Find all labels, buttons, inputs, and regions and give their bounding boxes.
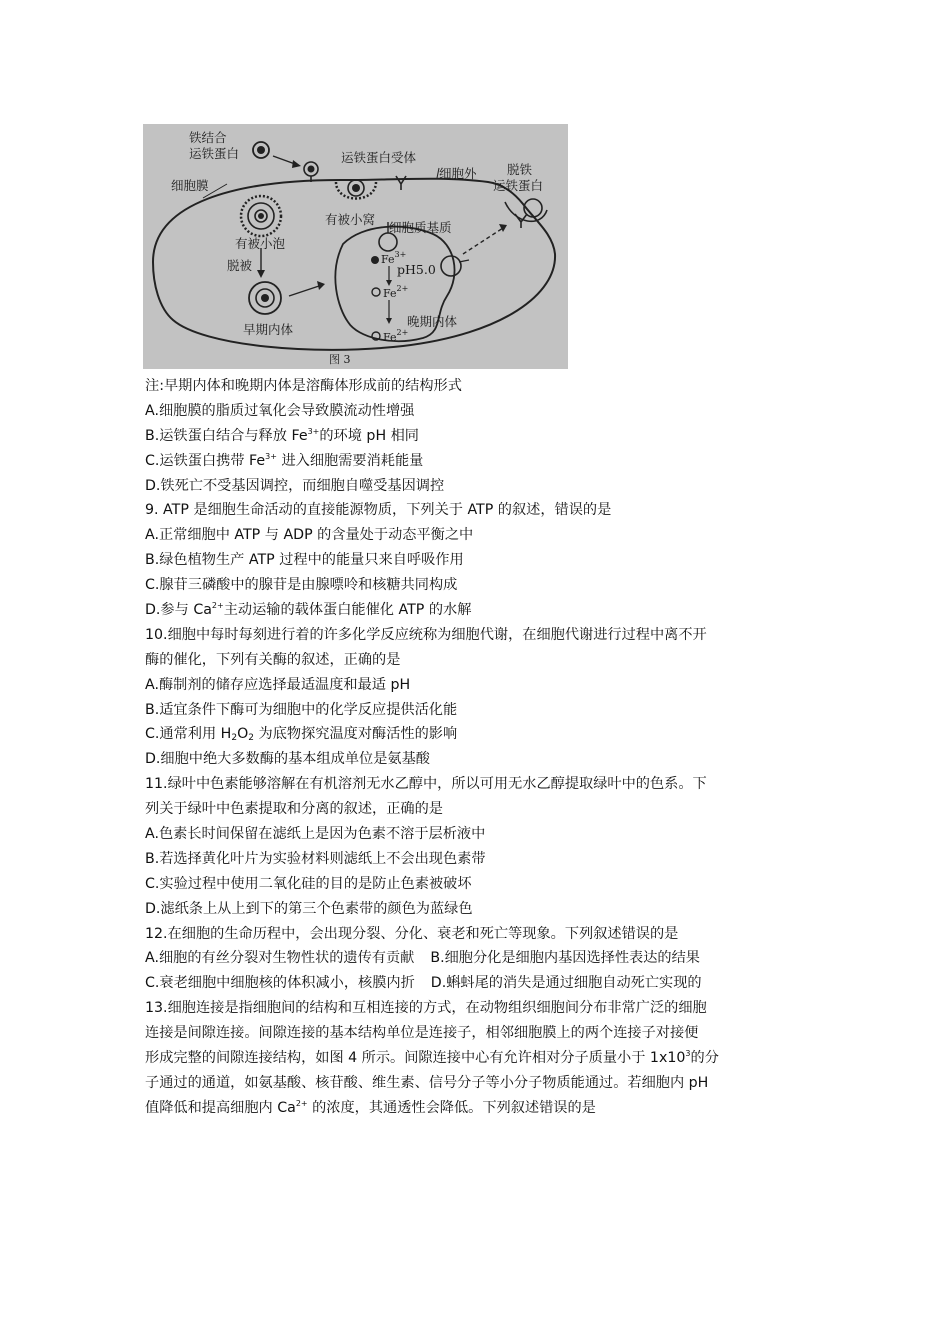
cell-membrane [153, 179, 555, 350]
label-late-endosome: 晚期内体 [407, 314, 458, 329]
label-coated-vesicle: 有被小泡 [235, 236, 286, 251]
q12-option-b: B.细胞分化是细胞内基因选择性表达的结果 [430, 950, 700, 967]
q9-option-b: B.绿色植物生产 ATP 过程中的能量只来自呼吸作用 [145, 552, 464, 569]
q8-option-a: A.细胞膜的脂质过氧化会导致膜流动性增强 [145, 402, 415, 419]
label-fe3: $Fe^{3+}$ [381, 250, 407, 266]
q11-option-a: A.色素长时间保留在滤纸上是因为色素不溶于层析液中 [145, 826, 486, 843]
iron-core-icon [257, 146, 265, 154]
q13-line-5: 值降低和提高细胞内 $Ca^{2+}$ 的浓度，其通透性会降低。下列叙述错误的是 [145, 1098, 596, 1116]
fe2-circle-icon [372, 288, 380, 296]
label-receptor: 运铁蛋白受体 [341, 150, 417, 165]
q12-option-d: D.蝌蚪尾的消失是通过细胞自动死亡实现的 [430, 975, 702, 992]
q11-stem-2: 列关于绿叶中色素提取和分离的叙述，正确的是 [145, 801, 443, 818]
q11-option-b: B.若选择黄化叶片为实验材料则滤纸上不会出现色素带 [145, 850, 486, 867]
label-coated-pit: 有被小窝 [325, 212, 376, 227]
label-fe2b: $Fe^{2+}$ [383, 328, 409, 344]
q9-option-d: D.参与 $Ca^{2+}$主动运输的载体蛋白能催化 ATP 的水解 [145, 601, 472, 619]
label-ph: pH5.0 [397, 262, 436, 277]
q8-option-b: B.运铁蛋白结合与释放 $Fe^{3+}$的环境 pH 相同 [145, 426, 419, 444]
label-iron-transferrin: 铁结合 [189, 130, 227, 145]
apo-transferrin-vesicle-icon [441, 256, 461, 276]
label-apo-transferrin: 脱铁 [507, 162, 533, 177]
figure-caption: 图 3 [329, 353, 351, 366]
label-fe2: $Fe^{2+}$ [383, 284, 409, 300]
q10-option-a: A.酶制剂的储存应选择最适温度和最适 pH [145, 676, 411, 693]
q10-stem-2: 酶的催化，下列有关酶的叙述，正确的是 [145, 651, 401, 668]
q13-line-4: 子通过的通道，如氨基酸、核苷酸、维生素、信号分子等小分子物质能通过。若细胞内 pH [145, 1074, 709, 1091]
q13-line-1: 13.细胞连接是指细胞间的结构和互相连接的方式，在动物组织细胞间分布非常广泛的细胞 [145, 1000, 707, 1017]
figure-3 [143, 124, 568, 369]
q12-options-cd [145, 971, 815, 996]
q12-options-ab [145, 946, 815, 971]
q13-line-2: 连接是间隙连接。间隙连接的基本结构单位是连接子，相邻细胞膜上的两个连接子对接便 [145, 1025, 699, 1042]
q9-stem: 9. ATP 是细胞生命活动的直接能源物质，下列关于 ATP 的叙述，错误的是 [145, 502, 612, 519]
q10-stem-1: 10.细胞中每时每刻进行着的许多化学反应统称为细胞代谢，在细胞代谢进行过程中离不开 [145, 626, 707, 643]
q8-option-c: C.运铁蛋白携带 $Fe^{3+}$ 进入细胞需要消耗能量 [145, 451, 424, 469]
q10-option-b: B.适宜条件下酶可为细胞中的化学反应提供活化能 [145, 701, 458, 718]
q12-option-a: A.细胞的有丝分裂对生物性状的遗传有贡献 [145, 950, 415, 967]
q9-option-c: C.腺苷三磷酸中的腺苷是由腺嘌呤和核糖共同构成 [145, 577, 458, 594]
label-outside: 细胞外 [439, 166, 477, 181]
q10-option-d: D.细胞中绝大多数酶的基本组成单位是氨基酸 [145, 751, 430, 768]
label-membrane: 细胞膜 [171, 178, 209, 193]
label-uncoat: 脱被 [227, 258, 253, 273]
label-early-endosome: 早期内体 [243, 322, 294, 337]
q11-stem-1: 11.绿叶中色素能够溶解在有机溶剂无水乙醇中，所以可用无水乙醇提取绿叶中的色系。下 [145, 776, 707, 793]
q8-option-d: D.铁死亡不受基因调控，而细胞自噬受基因调控 [145, 477, 445, 494]
q13-line-3: 形成完整的间隙连接结构，如图 4 所示。间隙连接中心有允许相对分子质量小于 $1x10^3$的分 [145, 1049, 719, 1067]
q12-stem: 12.在细胞的生命历程中，会出现分裂、分化、衰老和死亡等现象。下列叙述错误的是 [145, 925, 679, 942]
q12-option-c: C.衰老细胞中细胞核的体积减小，核膜内折 [145, 975, 415, 992]
document-body [145, 374, 815, 1121]
q11-option-d: D.滤纸条上从上到下的第三个色素带的颜色为蓝绿色 [145, 900, 473, 917]
fe3-dot-icon [371, 256, 379, 264]
q9-option-a: A.正常细胞中 ATP 与 ADP 的含量处于动态平衡之中 [145, 527, 474, 544]
label-cytoplasm: 细胞质基质 [389, 220, 452, 235]
q10-option-c: C.通常利用 $H_2O_2$ 为底物探究温度对酶活性的影响 [145, 726, 458, 744]
label-iron-transferrin-2: 运铁蛋白 [189, 146, 240, 161]
figure-note: 注:早期内体和晚期内体是溶酶体形成前的结构形式 [145, 378, 462, 394]
q11-option-c: C.实验过程中使用二氧化硅的目的是防止色素被破坏 [145, 875, 472, 892]
label-apo-transferrin-2: 运铁蛋白 [493, 178, 544, 193]
